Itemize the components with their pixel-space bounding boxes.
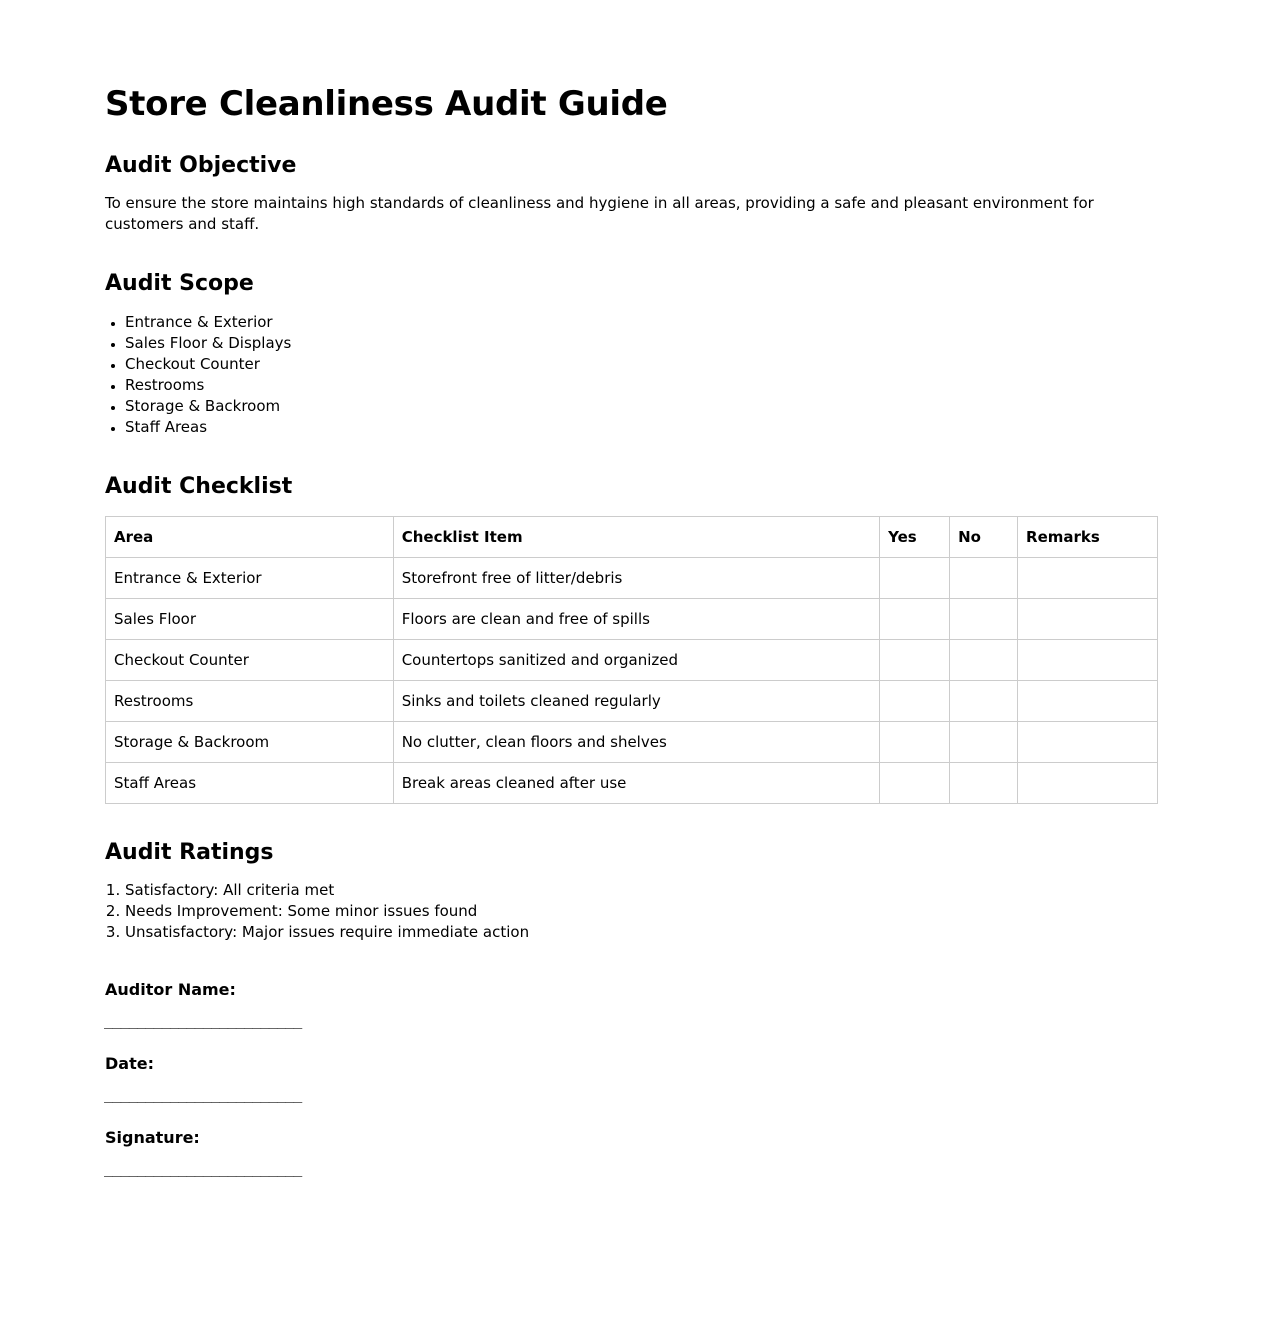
signature-label: Signature: [105, 1128, 200, 1148]
table-row [106, 680, 1158, 721]
scope-list [105, 312, 1158, 438]
signature-blank-line[interactable]: ________________________ [104, 1159, 302, 1178]
cell-checklist-item: Floors are clean and free of spills [393, 598, 879, 639]
date-label: Date: [105, 1054, 154, 1074]
ratings-heading: Audit Ratings [105, 839, 274, 865]
objective-text: To ensure the store maintains high standards of cleanliness and hygiene in all areas, providing a safe and pleasant environment for customers and staff. [105, 194, 1094, 234]
scope-item: • Staff Areas [125, 417, 1158, 438]
cell-remarks[interactable] [1018, 721, 1158, 762]
cell-checklist-item: No clutter, clean floors and shelves [393, 721, 879, 762]
scope-item: • Entrance & Exterior [125, 312, 1158, 333]
cell-yes[interactable] [880, 721, 950, 762]
ratings-section [105, 840, 1158, 943]
table-row [106, 639, 1158, 680]
cell-area: Checkout Counter [106, 639, 394, 680]
rating-item: 1. Satisfactory: All criteria met [125, 880, 1158, 901]
cell-area: Storage & Backroom [106, 721, 394, 762]
checklist-table [105, 516, 1158, 804]
column-header-no: No [950, 516, 1018, 557]
document-title: Store Cleanliness Audit Guide [105, 84, 668, 124]
objective-section [105, 153, 1158, 235]
scope-item: • Restrooms [125, 375, 1158, 396]
scope-item: • Sales Floor & Displays [125, 333, 1158, 354]
cell-checklist-item: Countertops sanitized and organized [393, 639, 879, 680]
cell-no[interactable] [950, 680, 1018, 721]
ratings-list [105, 880, 1158, 943]
scope-item: • Storage & Backroom [125, 396, 1158, 417]
table-row [106, 557, 1158, 598]
cell-area: Sales Floor [106, 598, 394, 639]
cell-no[interactable] [950, 639, 1018, 680]
table-row [106, 721, 1158, 762]
cell-area: Restrooms [106, 680, 394, 721]
objective-heading: Audit Objective [105, 152, 297, 178]
cell-remarks[interactable] [1018, 639, 1158, 680]
date-field [105, 1053, 1158, 1105]
auditor-name-label: Auditor Name: [105, 980, 236, 1000]
cell-checklist-item: Sinks and toilets cleaned regularly [393, 680, 879, 721]
cell-area: Staff Areas [106, 762, 394, 803]
cell-remarks[interactable] [1018, 557, 1158, 598]
rating-item: 2. Needs Improvement: Some minor issues found [125, 901, 1158, 922]
signature-field [105, 1127, 1158, 1179]
auditor-name-blank-line[interactable]: ________________________ [104, 1011, 302, 1030]
cell-no[interactable] [950, 598, 1018, 639]
column-header-yes: Yes [880, 516, 950, 557]
scope-section [105, 271, 1158, 437]
date-blank-line[interactable]: ________________________ [104, 1085, 302, 1104]
cell-area: Entrance & Exterior [106, 557, 394, 598]
checklist-section [105, 474, 1158, 804]
cell-yes[interactable] [880, 762, 950, 803]
scope-item: • Checkout Counter [125, 354, 1158, 375]
signoff-section [105, 979, 1158, 1179]
cell-checklist-item: Storefront free of litter/debris [393, 557, 879, 598]
cell-yes[interactable] [880, 639, 950, 680]
column-header-checklist-item: Checklist Item [393, 516, 879, 557]
scope-heading: Audit Scope [105, 271, 254, 297]
cell-no[interactable] [950, 557, 1018, 598]
auditor-name-field [105, 979, 1158, 1031]
table-row [106, 762, 1158, 803]
cell-yes[interactable] [880, 598, 950, 639]
column-header-remarks: Remarks [1018, 516, 1158, 557]
cell-no[interactable] [950, 721, 1018, 762]
cell-yes[interactable] [880, 557, 950, 598]
cell-checklist-item: Break areas cleaned after use [393, 762, 879, 803]
rating-item: 3. Unsatisfactory: Major issues require immediate action [125, 922, 1158, 943]
cell-yes[interactable] [880, 680, 950, 721]
table-row [106, 598, 1158, 639]
cell-remarks[interactable] [1018, 762, 1158, 803]
cell-remarks[interactable] [1018, 680, 1158, 721]
cell-remarks[interactable] [1018, 598, 1158, 639]
table-header-row [106, 516, 1158, 557]
cell-no[interactable] [950, 762, 1018, 803]
column-header-area: Area [106, 516, 394, 557]
checklist-heading: Audit Checklist [105, 473, 293, 499]
